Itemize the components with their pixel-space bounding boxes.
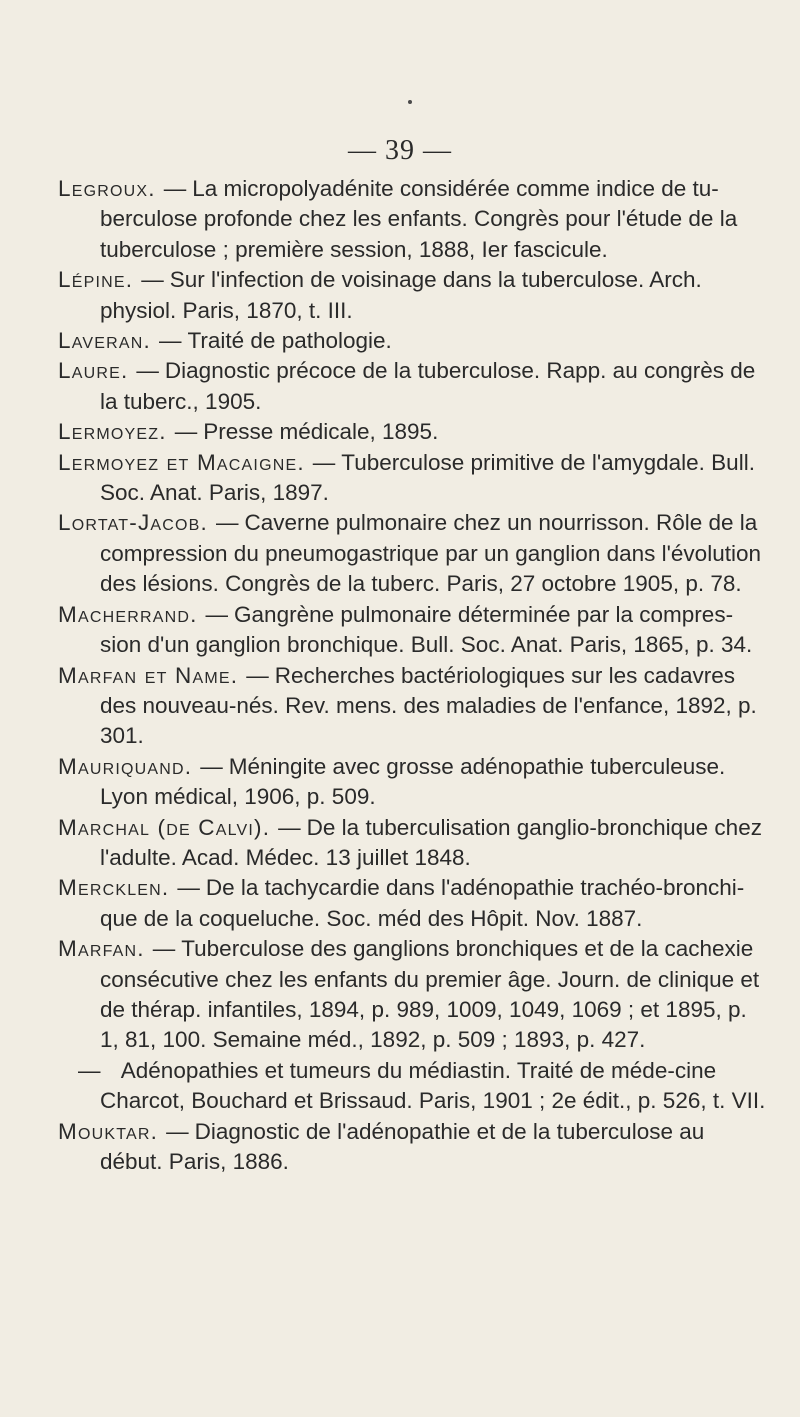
bibliography-entry-ditto xyxy=(58,1056,768,1117)
entry-author: Mercklen. xyxy=(58,875,170,901)
entry-text: Recherches bactériologiques sur les cadavres des nouveau-nés. Rev. mens. des maladies de l'enfance, 1892, p. 301. xyxy=(100,662,757,749)
page-number: — 39 — xyxy=(348,135,452,166)
entry-text: De la tachycardie dans l'adénopathie trachéo-bronchi-que de la coqueluche. Soc. méd des Hôpit. Nov. 1887. xyxy=(100,875,745,931)
entry-author: Lermoyez. xyxy=(58,419,167,445)
bibliography-entry: Lépine. — Sur l'infection de voisinage dans la tuberculose. Arch. physiol. Paris, 1870, t. III. xyxy=(58,267,702,323)
entry-text: De la tuberculisation ganglio-bronchique chez l'adulte. Acad. Médec. 13 juillet 1848. xyxy=(100,814,762,870)
bibliography-entry: Marchal (de Calvi). — De la tuberculisation ganglio-bronchique chez l'adulte. Acad. Médec. 13 juillet 1848. xyxy=(58,814,762,870)
entry-text: Caverne pulmonaire chez un nourrisson. Rôle de la compression du pneumogastrique par un ganglion dans l'évolution des lésions. Congrès de la tuberc. Paris, 27 octobre 1905, p. 78. xyxy=(100,510,761,597)
bibliography-entry: Lermoyez et Macaigne. — Tuberculose primitive de l'amygdale. Bull. Soc. Anat. Paris, 1897. xyxy=(58,449,755,506)
entry-text: Méningite avec grosse adénopathie tuberculeuse. Lyon médical, 1906, p. 509. xyxy=(100,753,726,810)
entry-author: Marchal (de Calvi). xyxy=(58,814,271,840)
entry-author: Macherrand. xyxy=(58,601,198,627)
bibliography-list xyxy=(58,174,768,1177)
bibliography-entry: Marfan et Name. — Recherches bactériologiques sur les cadavres des nouveau-nés. Rev. mens. des maladies de l'enfance, 1892, p. 301. xyxy=(58,662,757,749)
entry-text: Sur l'infection de voisinage dans la tuberculose. Arch. physiol. Paris, 1870, t. III. xyxy=(100,267,702,323)
entry-author: Legroux. xyxy=(58,176,156,201)
entry-author: Mauriquand. xyxy=(58,753,193,779)
entry-text: La micropolyadénite considérée comme indice de tu-berculose profonde chez les enfants. Congrès pour l'étude de la tuberculose ; première session, 1888, Ier fascicule. xyxy=(100,176,738,262)
entry-text: Diagnostic de l'adénopathie et de la tuberculose au début. Paris, 1886. xyxy=(100,1118,705,1174)
entry-author: Lermoyez et Macaigne. xyxy=(58,449,305,475)
bibliography-entry: Marfan. — Tuberculose des ganglions bronchiques et de la cachexie consécutive chez les enfants du premier âge. Journ. de clinique et de thérap. infantiles, 1894, p. 989, 1009, 1049, 1069 ; et 1895, p. 1, 81, 100. Semaine méd., 1892, p. 509 ; 1893, p. 427. xyxy=(58,936,760,1053)
entry-text: Diagnostic précoce de la tuberculose. Rapp. au congrès de la tuberc., 1905. xyxy=(100,358,756,414)
bibliography-entry: Lermoyez. — Presse médicale, 1895. xyxy=(58,419,439,445)
entry-author: Laveran. xyxy=(58,328,151,354)
bibliography-entry: Mercklen. — De la tachycardie dans l'adénopathie trachéo-bronchi-que de la coqueluche. Soc. méd des Hôpit. Nov. 1887. xyxy=(58,875,745,931)
entry-text: Tuberculose des ganglions bronchiques et de la cachexie consécutive chez les enfants du premier âge. Journ. de clinique et de thérap. infantiles, 1894, p. 989, 1009, 1049, 1069 ; et 1895, p. 1, 81, 100. Semaine méd., 1892, p. 509 ; 1893, p. 427. xyxy=(100,936,760,1053)
bibliography-entry: Legroux. — La micropolyadénite considérée comme indice de tu-berculose profonde chez les enfants. Congrès pour l'étude de la tuberculose ; première session, 1888, Ier fascicule. xyxy=(58,176,738,262)
entry-text: Gangrène pulmonaire déterminée par la compres-sion d'un ganglion bronchique. Bull. Soc. Anat. Paris, 1865, p. 34. xyxy=(100,601,753,658)
entry-text: Presse médicale, 1895. xyxy=(203,419,439,445)
decorative-fleck xyxy=(408,100,412,104)
entry-author: Lortat-Jacob. xyxy=(58,510,209,536)
bibliography-entry: Laure. — Diagnostic précoce de la tuberculose. Rapp. au congrès de la tuberc., 1905. xyxy=(58,358,756,414)
entry-author: Lépine. xyxy=(58,267,134,293)
bibliography-entry: Macherrand. — Gangrène pulmonaire déterminée par la compres-sion d'un ganglion bronchique. Bull. Soc. Anat. Paris, 1865, p. 34. xyxy=(58,601,753,658)
entry-author: Mouktar. xyxy=(58,1118,159,1144)
bibliography-entry: Mouktar. — Diagnostic de l'adénopathie et de la tuberculose au début. Paris, 1886. xyxy=(58,1118,705,1174)
bibliography-entry: Lortat-Jacob. — Caverne pulmonaire chez un nourrisson. Rôle de la compression du pneumogastrique par un ganglion dans l'évolution des lésions. Congrès de la tuberc. Paris, 27 octobre 1905, p. 78. xyxy=(58,510,761,597)
entry-text: Tuberculose primitive de l'amygdale. Bull. Soc. Anat. Paris, 1897. xyxy=(100,449,755,506)
entry-author: Marfan et Name. xyxy=(58,662,239,688)
entry-text: Adénopathies et tumeurs du médiastin. Traité de méde-cine Charcot, Bouchard et Brissaud. Paris, 1901 ; 2e édit., p. 526, t. VII. xyxy=(100,1057,766,1114)
entry-author: Laure. xyxy=(58,358,129,384)
entry-author: Marfan. xyxy=(58,936,145,962)
bibliography-entry: Laveran. — Traité de pathologie. xyxy=(58,328,392,354)
ditto-dash: — xyxy=(78,1057,101,1083)
bibliography-entry: Mauriquand. — Méningite avec grosse adénopathie tuberculeuse. Lyon médical, 1906, p. 509. xyxy=(58,753,726,810)
entry-text: Traité de pathologie. xyxy=(187,328,392,354)
